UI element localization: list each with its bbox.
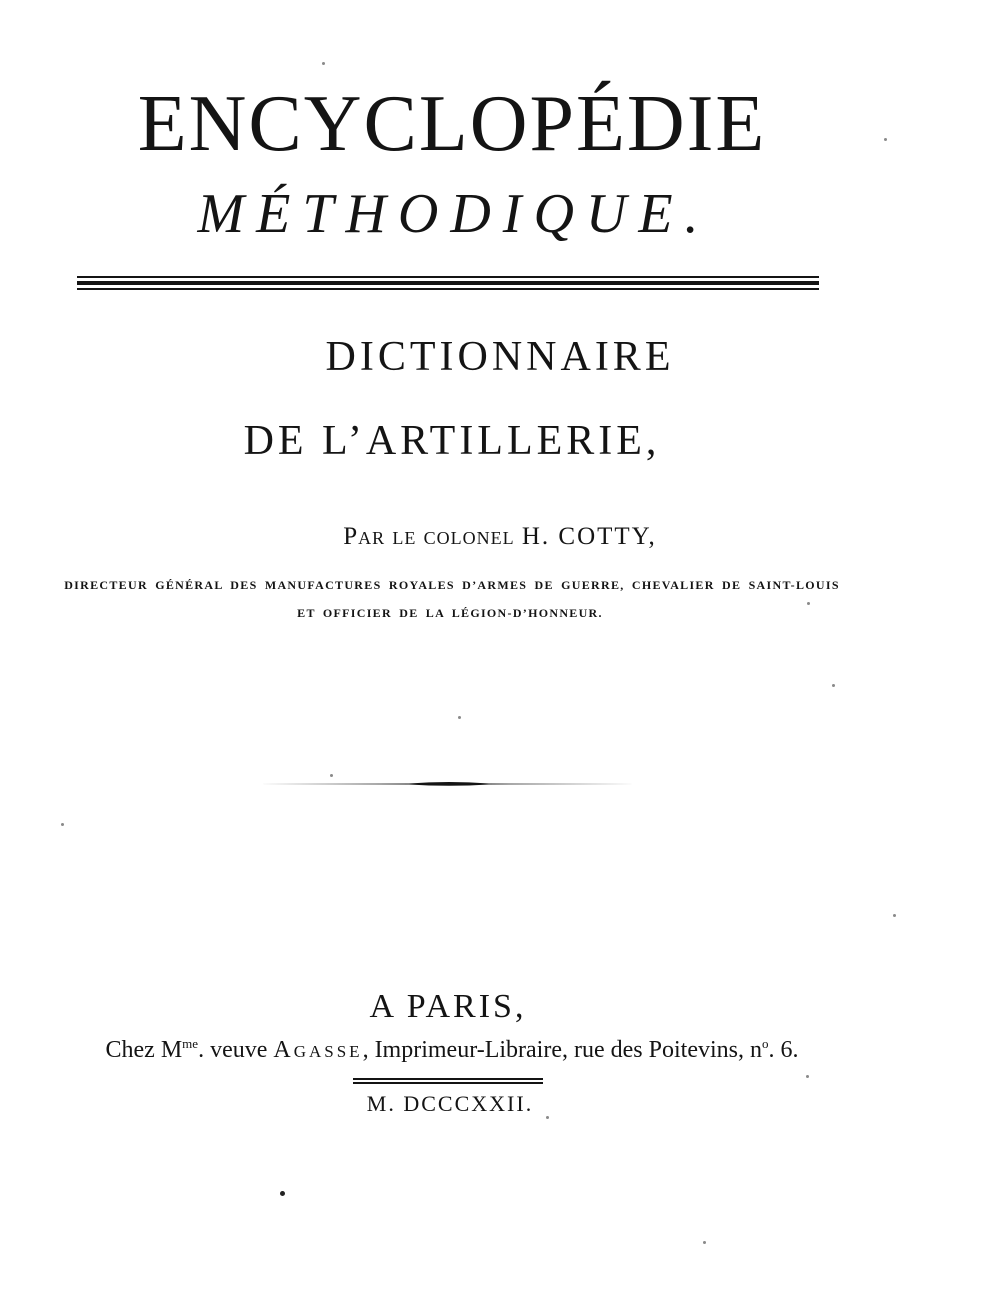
paper-speck — [884, 138, 887, 141]
publisher-sup: me — [182, 1036, 199, 1051]
paper-speck — [832, 684, 835, 687]
paper-speck — [893, 914, 896, 917]
dictionary-title-line2: DE L’ARTILLERIE, — [243, 418, 661, 464]
number-sup: o — [761, 1036, 769, 1051]
paper-speck — [546, 1116, 549, 1119]
imprint-date: M. DCCCXXII. — [366, 1091, 534, 1116]
publisher-number: . 6. — [768, 1037, 799, 1063]
paper-speck — [280, 1191, 285, 1196]
imprint-publisher — [0, 1037, 952, 1062]
paper-speck — [807, 602, 810, 605]
paper-speck — [806, 1075, 809, 1078]
double-rule-bottom — [353, 1078, 543, 1084]
rule-line-thin — [77, 288, 819, 290]
paper-speck — [330, 774, 333, 777]
paper-speck — [61, 823, 64, 826]
author-prefix: Par le colonel — [343, 523, 515, 550]
publisher-suffix: , Imprimeur-Libraire, rue des Poitevins, n — [362, 1037, 762, 1063]
dictionary-title-line1: DICTIONNAIRE — [325, 334, 675, 380]
main-title: ENCYCLOPÉDIE — [137, 80, 767, 168]
main-subtitle: MÉTHODIQUE. — [197, 183, 711, 245]
paper-speck — [322, 62, 325, 65]
publisher-name: Agasse — [273, 1037, 363, 1063]
author-line — [0, 524, 1000, 549]
double-rule-top — [77, 276, 819, 290]
paper-speck — [458, 716, 461, 719]
imprint-place: A PARIS, — [369, 988, 527, 1025]
publisher-mid: . veuve — [198, 1037, 274, 1063]
paper-speck — [703, 1241, 706, 1244]
ornamental-rule — [259, 779, 640, 787]
author-offices-line2: ET OFFICIER DE LA LÉGION-D’HONNEUR. — [297, 606, 603, 620]
author-offices-line1: DIRECTEUR GÉNÉRAL DES MANUFACTURES ROYALES D’ARMES DE GUERRE, CHEVALIER DE SAINT-LOUIS — [64, 578, 840, 592]
publisher-prefix: Chez M — [105, 1037, 183, 1063]
author-name: H. COTTY, — [521, 523, 657, 550]
rule-line-thin — [353, 1082, 543, 1084]
